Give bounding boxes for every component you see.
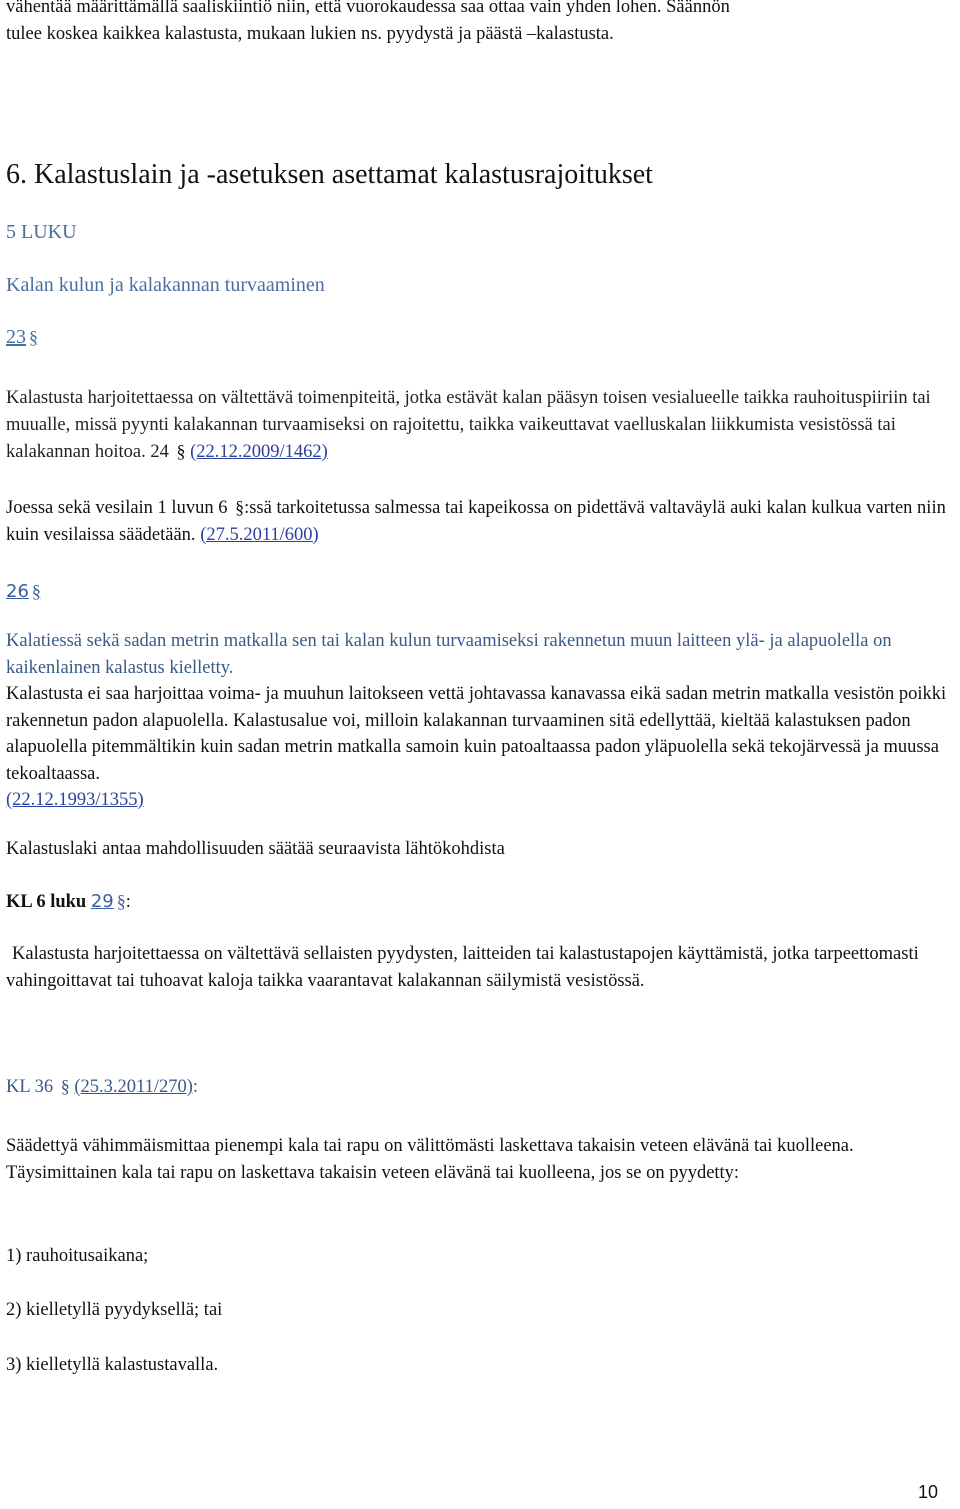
section-26-body: Kalastusta ei saa harjoittaa voima- ja muuhun laitokseen vettä johtavassa kanavassa eikä sadan metrin matkalla vesistön poikki rakennetun padon alapuolella. Kalastusalue voi, milloin kalakannan turvaaminen sitä edellyttää, kieltää kalastuksen padon alapuolella pitemmältikin kuin sadan metrin matkalla samoin kuin patoaltaassa padon yläpuolella sekä tekojärvessä ja muussa tekoaltaassa. [6,684,947,784]
kl6-29-link[interactable]: 29 [90,891,114,912]
section-23-number[interactable] [6,323,38,351]
kl36-list-item-3: 3) kielletyllä kalastustavalla. [6,1355,219,1375]
section-23-text [6,385,951,466]
kl6-colon: : [125,892,131,912]
kl36-label-line [6,1073,951,1101]
section-23-link[interactable]: 23 [6,326,26,348]
section-26-number[interactable] [6,577,41,606]
section-24-body-a: Joessa sekä vesilain 1 luvun 6 [6,498,228,518]
section-symbol: § [116,891,126,911]
kl-intro: Kalastuslaki antaa mahdollisuuden säätää seuraavista lähtökohdista [6,839,505,859]
chapter-title: Kalan kulun ja kalakannan turvaaminen [6,274,325,296]
kl36-list-item-2: 2) kielletyllä pyydyksellä; tai [6,1300,223,1320]
intro-line-1: vähentää määrittämällä saaliskiintiö niin, että vuorokaudessa saa ottaa vain yhden lohen. Säännön [6,0,730,17]
kl6-label: KL 6 luku [6,892,87,912]
section-24-ref-link[interactable]: (27.5.2011/600) [200,524,319,545]
section-heading: 6. Kalastuslain ja -asetuksen asettamat kalastusrajoitukset [6,159,653,190]
kl36-ref-link[interactable]: (25.3.2011/270) [74,1077,193,1097]
chapter-label: 5 LUKU [6,221,77,243]
kl36-list-item-1: 1) rauhoitusaikana; [6,1246,149,1266]
section-23-ref-link[interactable]: (22.12.2009/1462) [190,442,328,462]
kl6-text: Kalastusta harjoitettaessa on vältettävä sellaisten pyydysten, laitteiden tai kalastustapojen käyttämistä, jotka tarpeettomasti vahingoittavat tai tuhoavat kaloja taikka vaarantavat kalakannan säilymistä vesistössä. [6,944,919,991]
kl36-label: KL 36 [6,1077,54,1097]
section-26-ref-link[interactable]: (22.12.1993/1355) [6,790,144,810]
kl6-label-line [6,888,951,916]
section-symbol: § [31,581,41,601]
page-number: 10 [917,1482,938,1502]
section-23-body: Kalastusta harjoitettaessa on vältettävä toimenpiteitä, jotka estävät kalan pääsyn toisen vesialueelle taikka rauhoituspiiriin tai muualle, missä pyynti kalakannan turvaamiseksi on rajoitettu, taikka vaikeuttavat vaelluskalan liikkumista vesistössä tai kalakannan hoitoa. 24 [6,388,931,462]
intro-line-2: tulee koskea kaikkea kalastusta, mukaan lukien ns. pyydystä ja päästä –kalastusta. [6,23,614,44]
section-24-text [6,494,951,548]
kl36-colon: : [192,1077,199,1097]
section-26-text-1: Kalatiessä sekä sadan metrin matkalla sen tai kalan kulun turvaamiseksi rakennetun muun laitteen ylä- ja alapuolella on kaikenlainen kalastus kielletty. [6,631,892,678]
section-24-body-b: :ssä tarkoitetussa salmessa tai kapeikossa on pidettävä valtaväylä auki kalan kulkua varten niin kuin vesilaissa säädetään. [6,498,946,545]
kl36-text: Säädettyä vähimmäismittaa pienempi kala tai rapu on välittömästi laskettava takaisin veteen elävänä tai kuolleena. Täysimittainen kala tai rapu on laskettava takaisin veteen elävänä tai kuolleena, jos se on pyydetty: [6,1136,854,1183]
section-symbol: § [29,327,38,347]
section-26-text-2 [6,681,951,814]
section-symbol: § [60,1076,70,1096]
section-symbol: § [235,497,245,517]
intro-paragraph [6,0,951,47]
section-26-link[interactable]: 26 [6,581,29,602]
section-symbol: § [176,441,186,461]
